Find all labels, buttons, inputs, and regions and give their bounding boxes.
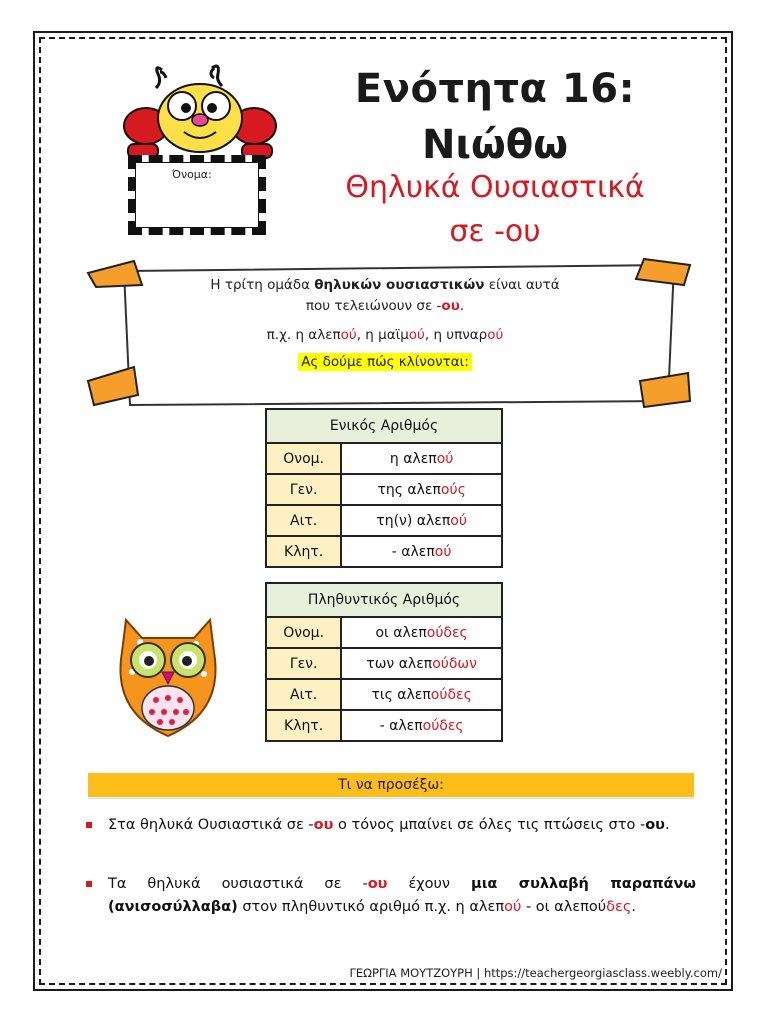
table-row: Αιτ. τη(ν) αλεπού (266, 505, 502, 536)
owl-illustration (112, 612, 224, 740)
intro-text (150, 275, 620, 373)
notes-heading: Τι να προσέξω: (88, 773, 694, 797)
intro-examples: π.χ. η αλεπού, η μαϊμού, η υπναρού (266, 327, 504, 343)
bullet-square-icon (86, 822, 92, 828)
table-row: Κλητ. - αλεπούδες (266, 710, 502, 741)
singular-table (265, 408, 503, 568)
table-row: Γεν. της αλεπούς (266, 474, 502, 505)
subtitle-line2: σε -ου (449, 214, 541, 249)
page-title-line2: Νιώθω (421, 122, 569, 168)
plural-table (265, 582, 503, 742)
intro-cta: Ας δούμε πώς κλίνονται: (150, 352, 620, 373)
name-box (128, 155, 266, 235)
table-row: Κλητ. - αλεπού (266, 536, 502, 567)
singular-header: Ενικός Αριθμός (266, 409, 502, 443)
plural-header: Πληθυντικός Αριθμός (266, 583, 502, 617)
notes-divider (88, 798, 694, 799)
note-bullet-2: Τα θηλυκά ουσιαστικά σε -ου έχουν μια συλλαβή παραπάνω (ανισοσύλλαβα) στον πληθυντικό αριθμό π.χ. η αλεπού - οι αλεπούδες. (86, 873, 696, 919)
table-row: Ονομ. η αλεπού (266, 443, 502, 474)
intro-line1: Η τρίτη ομάδα θηλυκών ουσιαστικών είναι αυτά (210, 277, 560, 293)
subtitle-line1: Θηλυκά Ουσιαστικά (345, 170, 645, 205)
table-row: Ονομ. οι αλεπούδες (266, 617, 502, 648)
table-row: Γεν. των αλεπούδων (266, 648, 502, 679)
bullet-square-icon (86, 881, 92, 887)
intro-line2: που τελειώνουν σε -ου. (305, 298, 465, 314)
name-label: Όνομα: (172, 168, 212, 181)
note-bullet-1: Στα θηλυκά Ουσιαστικά σε -ου ο τόνος μπαίνει σε όλες τις πτώσεις στο -ου. (86, 814, 696, 837)
table-row: Αιτ. τις αλεπούδες (266, 679, 502, 710)
footer-credit: ΓΕΩΡΓΙΑ ΜΟΥΤΖΟΥΡΗ | https://teachergeorgiasclass.weebly.com/ (349, 966, 722, 980)
ladybug-illustration (120, 62, 280, 160)
page-title-line1: Ενότητα 16: (354, 66, 636, 112)
